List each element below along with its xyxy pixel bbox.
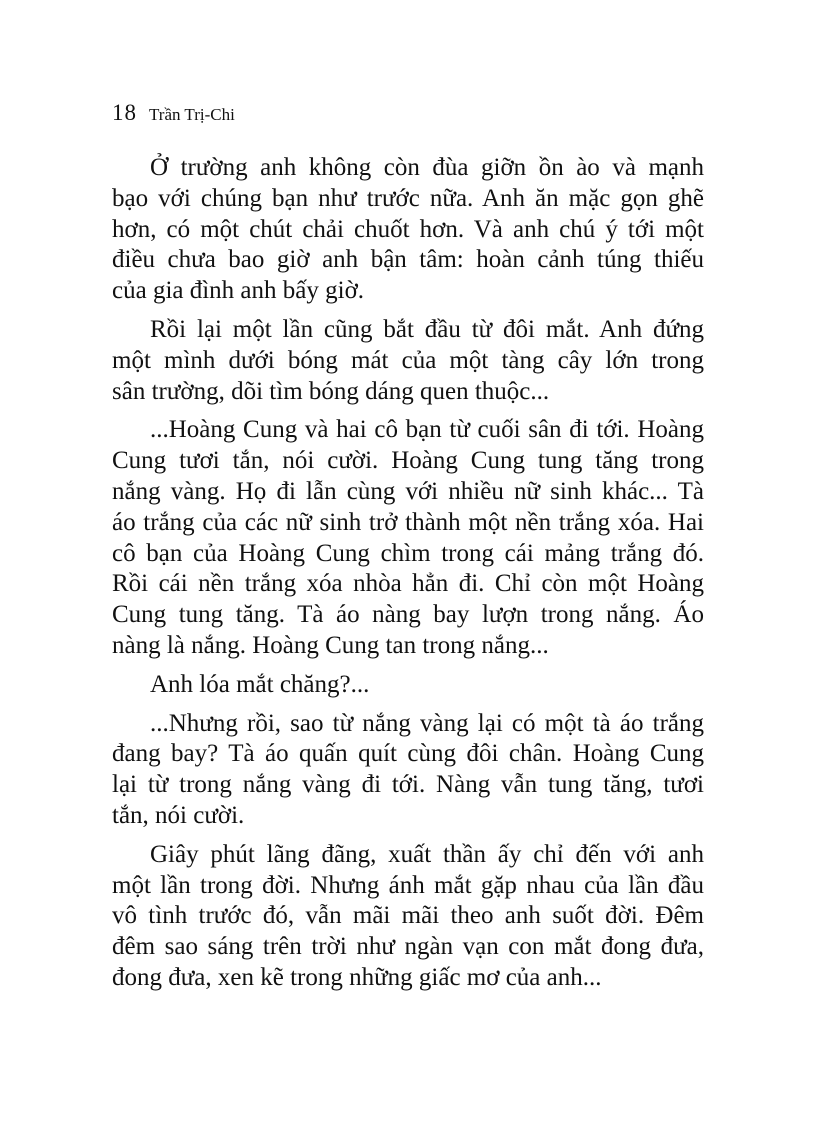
text-line: Anh lóa mắt chăng?...	[150, 670, 370, 698]
paragraph-3	[112, 415, 704, 661]
text-line: Cung tung tăng. Tà áo nàng bay lượn trong nắng. Áo	[112, 601, 704, 629]
paragraph-2	[112, 315, 704, 407]
paragraph-1	[112, 153, 704, 307]
text-line: Ở trường anh không còn đùa giỡn ồn ào và mạnh	[150, 154, 704, 181]
text-line: Rồi cái nền trắng xóa nhòa hẳn đi. Chỉ còn một Hoàng	[112, 570, 704, 598]
page-header	[112, 100, 712, 132]
paragraph-6	[112, 840, 704, 994]
text-line: lại từ trong nắng vàng đi tới. Nàng vẫn tung tăng, tươi	[112, 771, 704, 799]
paragraph-4	[112, 670, 704, 701]
text-line: nắng vàng. Họ đi lẫn cùng với nhiều nữ sinh khác... Tà	[112, 477, 704, 505]
text-line: một lần trong đời. Nhưng ánh mắt gặp nhau của lần đầu	[112, 871, 704, 899]
text-line: của gia đình anh bấy giờ.	[112, 277, 365, 305]
text-line: cô bạn của Hoàng Cung chìm trong cái mảng trắng đó.	[112, 539, 704, 567]
text-line: ...Hoàng Cung và hai cô bạn từ cuối sân đi tới. Hoàng	[150, 416, 704, 444]
text-line: Giây phút lãng đãng, xuất thần ấy chỉ đến với anh	[150, 840, 704, 868]
text-line: tắn, nói cười.	[112, 801, 245, 829]
text-line: một mình dưới bóng mát của một tàng cây lớn trong	[112, 346, 704, 374]
text-line: điều chưa bao giờ anh bận tâm: hoàn cảnh túng thiếu	[112, 246, 704, 274]
text-line: đêm sao sáng trên trời như ngàn vạn con mắt đong đưa,	[112, 933, 704, 961]
page-number: 18	[112, 100, 137, 125]
text-line: Cung tươi tắn, nói cười. Hoàng Cung tung tăng trong	[112, 447, 704, 475]
body-text	[112, 153, 704, 994]
text-line: sân trường, dõi tìm bóng dáng quen thuộc...	[112, 377, 550, 405]
text-line: ...Nhưng rồi, sao từ nắng vàng lại có một tà áo trắng	[150, 709, 704, 737]
text-line: vô tình trước đó, vẫn mãi mãi theo anh suốt đời. Đêm	[112, 902, 704, 930]
text-line: bạo với chúng bạn như trước nữa. Anh ăn mặc gọn ghẽ	[112, 184, 704, 212]
text-line: Rồi lại một lần cũng bắt đầu từ đôi mắt. Anh đứng	[150, 315, 704, 343]
paragraph-5	[112, 709, 704, 832]
text-line: đang bay? Tà áo quấn quít cùng đôi chân. Hoàng Cung	[112, 740, 704, 768]
running-title: Trần Trị-Chi	[149, 105, 235, 124]
text-line: áo trắng của các nữ sinh trở thành một nền trắng xóa. Hai	[112, 508, 704, 536]
text-line: hơn, có một chút chải chuốt hơn. Và anh chú ý tới một	[112, 215, 704, 243]
text-line: nàng là nắng. Hoàng Cung tan trong nắng...	[112, 631, 549, 659]
text-line: đong đưa, xen kẽ trong những giấc mơ của anh...	[112, 963, 602, 991]
